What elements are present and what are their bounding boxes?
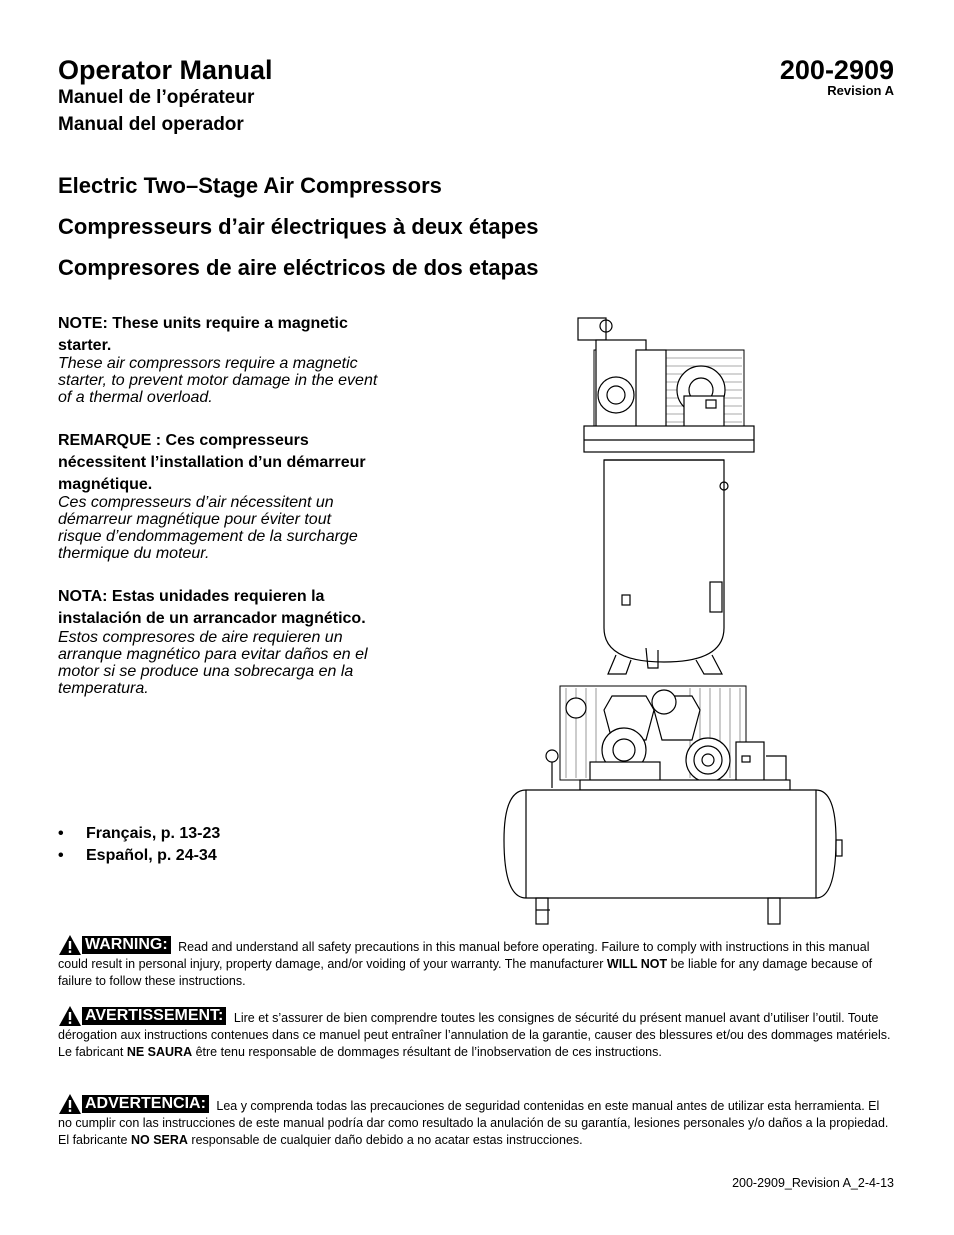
note-fr-body-line: risque d’endommagement de la surcharge (58, 528, 358, 545)
warning-text: Lea y comprenda todas las precauciones de seguridad contenidas en este manual antes de utilizar esta herramienta. El no cumplir con las instrucciones de este manual podría dar como resultado la anulación de su garantía, lesiones personales y/o daños a la propiedad. El fabricante (58, 1099, 889, 1147)
warning-triangle-icon (58, 1005, 82, 1027)
note-es-heading (58, 586, 438, 630)
warning-text: Read and understand all safety precautions in this manual before operating. Failure to comply with instructions in this manual could result in personal injury, property damage, and/or voiding of your warranty. The manufacturer (58, 940, 870, 971)
horizontal-compressor-drawing (504, 686, 842, 924)
warning-badge (58, 1005, 226, 1027)
warning-block-en (58, 934, 896, 990)
language-item-label: Français, p. 13-23 (86, 825, 221, 842)
warning-block-fr (58, 1005, 896, 1061)
compressor-illustration (496, 310, 848, 926)
note-fr-body-line: démarreur magnétique pour éviter tout (58, 511, 332, 528)
note-en-body (58, 355, 438, 406)
language-list (58, 823, 220, 867)
note-fr-body (58, 494, 438, 562)
note-fr-body-line: thermique du moteur. (58, 545, 210, 562)
list-item (58, 845, 220, 867)
note-es-body-line: Estos compresores de aire requieren un (58, 629, 343, 646)
note-fr-heading (58, 430, 438, 496)
note-fr-body-line: Ces compresseurs d’air nécessitent un (58, 494, 334, 511)
note-en-body-line: starter, to prevent motor damage in the event (58, 372, 378, 389)
note-fr-heading-line: nécessitent l’installation d’un démarreur (58, 454, 366, 471)
note-fr-heading-line: REMARQUE : Ces compresseurs (58, 432, 309, 449)
document-number: 200-2909 (779, 55, 894, 85)
warning-block-es (58, 1093, 896, 1149)
language-item-label: Español, p. 24-34 (86, 847, 217, 864)
warning-text: be liable for any damage because of failure to follow these instructions. (58, 957, 873, 988)
bullet-icon: • (58, 825, 64, 842)
title-french: Manuel de l’opérateur (58, 87, 255, 108)
note-en-heading-line: starter. (58, 337, 112, 354)
note-es-heading-line: NOTA: Estas unidades requieren la (58, 588, 325, 605)
warning-badge (58, 1093, 209, 1115)
warning-text: responsable de cualquier daño debido a no acatar estas instrucciones. (191, 1133, 583, 1147)
page-title: Operator Manual (58, 55, 273, 85)
revision-label: Revision A (827, 83, 894, 98)
product-title-en: Electric Two–Stage Air Compressors (58, 173, 442, 198)
note-en-body-line: These air compressors require a magnetic (58, 355, 358, 372)
note-es-body-line: temperatura. (58, 680, 149, 697)
note-en-heading (58, 313, 438, 357)
warning-label: ADVERTENCIA: (82, 1095, 209, 1113)
product-title-fr: Compresseurs d’air électriques à deux étapes (58, 214, 539, 239)
note-en-body-line: of a thermal overload. (58, 389, 213, 406)
vertical-compressor-drawing (578, 318, 754, 674)
warning-emphasis: NO SERA (130, 1133, 188, 1147)
footer-code: 200-2909_Revision A_2-4-13 (732, 1176, 894, 1190)
warning-triangle-icon (58, 1093, 82, 1115)
note-fr-heading-line: magnétique. (58, 476, 153, 493)
note-es-body (58, 629, 438, 697)
list-item (58, 823, 220, 845)
warning-emphasis: NE SAURA (126, 1045, 193, 1059)
note-es-heading-line: instalación de un arrancador magnético. (58, 610, 366, 627)
warning-triangle-icon (58, 934, 82, 956)
warning-text: Lire et s’assurer de bien comprendre toutes les consignes de sécurité du présent manuel avant d’utiliser l’outil. Toute dérogation aux instructions contenues dans ce manuel peut entraîner l’annulation de la garantie, causer des blessures et/ou des dommages matériels. Le fabricant (58, 1011, 891, 1059)
warning-emphasis: WILL NOT (606, 957, 668, 971)
note-en-heading-line: NOTE: These units require a magnetic (58, 315, 348, 332)
warning-text: être tenu responsable de dommages résultant de l’inobservation de ces instructions. (195, 1045, 662, 1059)
note-es-body-line: motor si se produce una sobrecarga en la (58, 663, 354, 680)
bullet-icon: • (58, 847, 64, 864)
note-es-body-line: arranque magnético para evitar daños en el (58, 646, 368, 663)
title-spanish: Manual del operador (58, 114, 244, 135)
warning-label: AVERTISSEMENT: (82, 1007, 226, 1025)
warning-badge (58, 934, 171, 956)
warning-label: WARNING: (82, 936, 171, 954)
product-title-es: Compresores de aire eléctricos de dos etapas (58, 255, 539, 280)
